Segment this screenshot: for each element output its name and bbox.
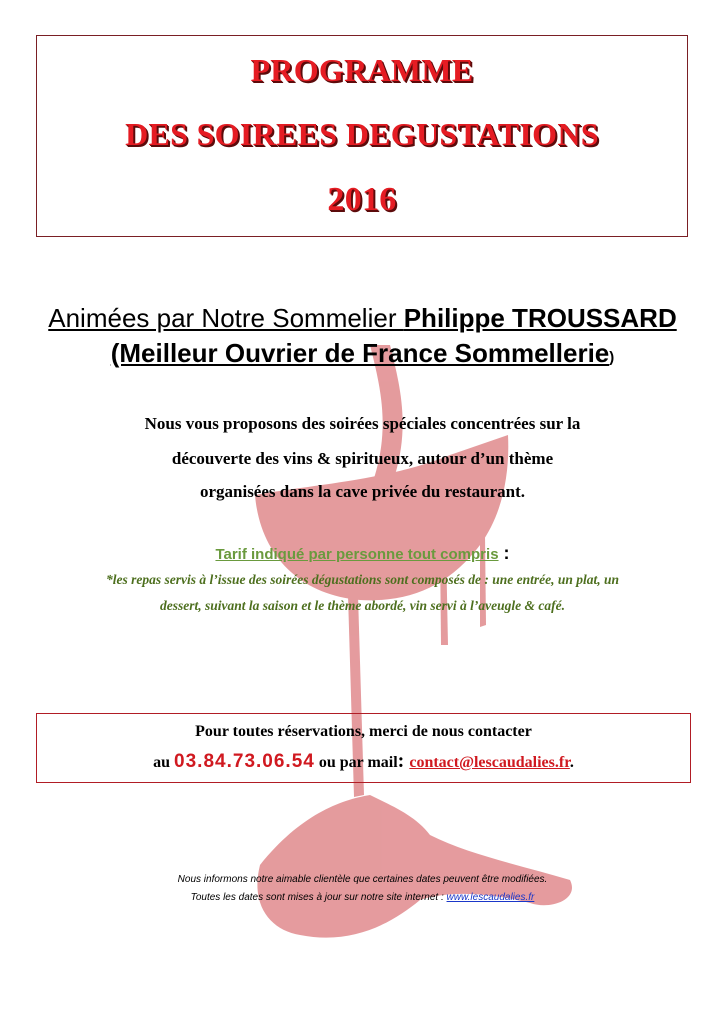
- intro-line-1: Nous vous proposons des soirées spéciales concentrées sur la: [144, 414, 581, 433]
- intro-line-2: découverte des vins & spiritueux, autour d’un thème: [171, 449, 554, 468]
- footer-website-prefix: Toutes les dates sont mises à jour sur notre site internet :: [190, 892, 447, 903]
- intro-line-3: organisées dans la cave privée du restaurant.: [199, 482, 526, 501]
- footer-notice: Nous informons notre aimable clientèle que certaines dates peuvent être modifiées.: [177, 874, 548, 885]
- website-link[interactable]: www.lescaudalies.fr: [446, 892, 535, 903]
- sommelier-prefix: Animées par Notre Sommelier: [48, 303, 404, 333]
- tarif-label: Tarif indiqué par personne tout compris: [215, 546, 499, 563]
- sommelier-title-close: ): [609, 349, 615, 366]
- contact-prefix: au: [153, 754, 175, 771]
- contact-middle: ou par mail: [314, 754, 398, 771]
- contact-phone[interactable]: 03.84.73.06.54: [174, 751, 315, 772]
- title-programme: PROGRAMME: [250, 52, 474, 88]
- title-year: 2016: [327, 181, 397, 218]
- tarif-line: [0, 543, 725, 564]
- sommelier-line: [0, 303, 725, 334]
- wine-pool: [257, 795, 572, 938]
- title-box: [36, 35, 688, 237]
- tarif-colon: :: [498, 543, 510, 563]
- contact-intro: Pour toutes réservations, merci de nous contacter: [195, 723, 532, 740]
- title-soirees: DES SOIREES DEGUSTATIONS: [125, 116, 599, 152]
- contact-email-link[interactable]: contact@lescaudalies.fr: [409, 754, 570, 771]
- contact-end: .: [569, 754, 574, 771]
- sommelier-name: Philippe TROUSSARD: [403, 303, 677, 333]
- contact-box: [36, 713, 691, 783]
- footer-website-line: [0, 892, 725, 903]
- contact-details: [37, 750, 690, 773]
- wine-glass-illustration: [240, 345, 620, 965]
- sommelier-title-line: [0, 338, 725, 369]
- meal-note-line-2: dessert, suivant la saison et le thème abordé, vin servi à l’aveugle & café.: [160, 598, 565, 613]
- meal-note-line-1: *les repas servis à l’issue des soirées dégustations sont composés de : une entrée, un plat, un: [105, 572, 620, 587]
- sommelier-title: (Meilleur Ouvrier de France Sommellerie: [110, 338, 610, 368]
- contact-colon: :: [397, 750, 410, 772]
